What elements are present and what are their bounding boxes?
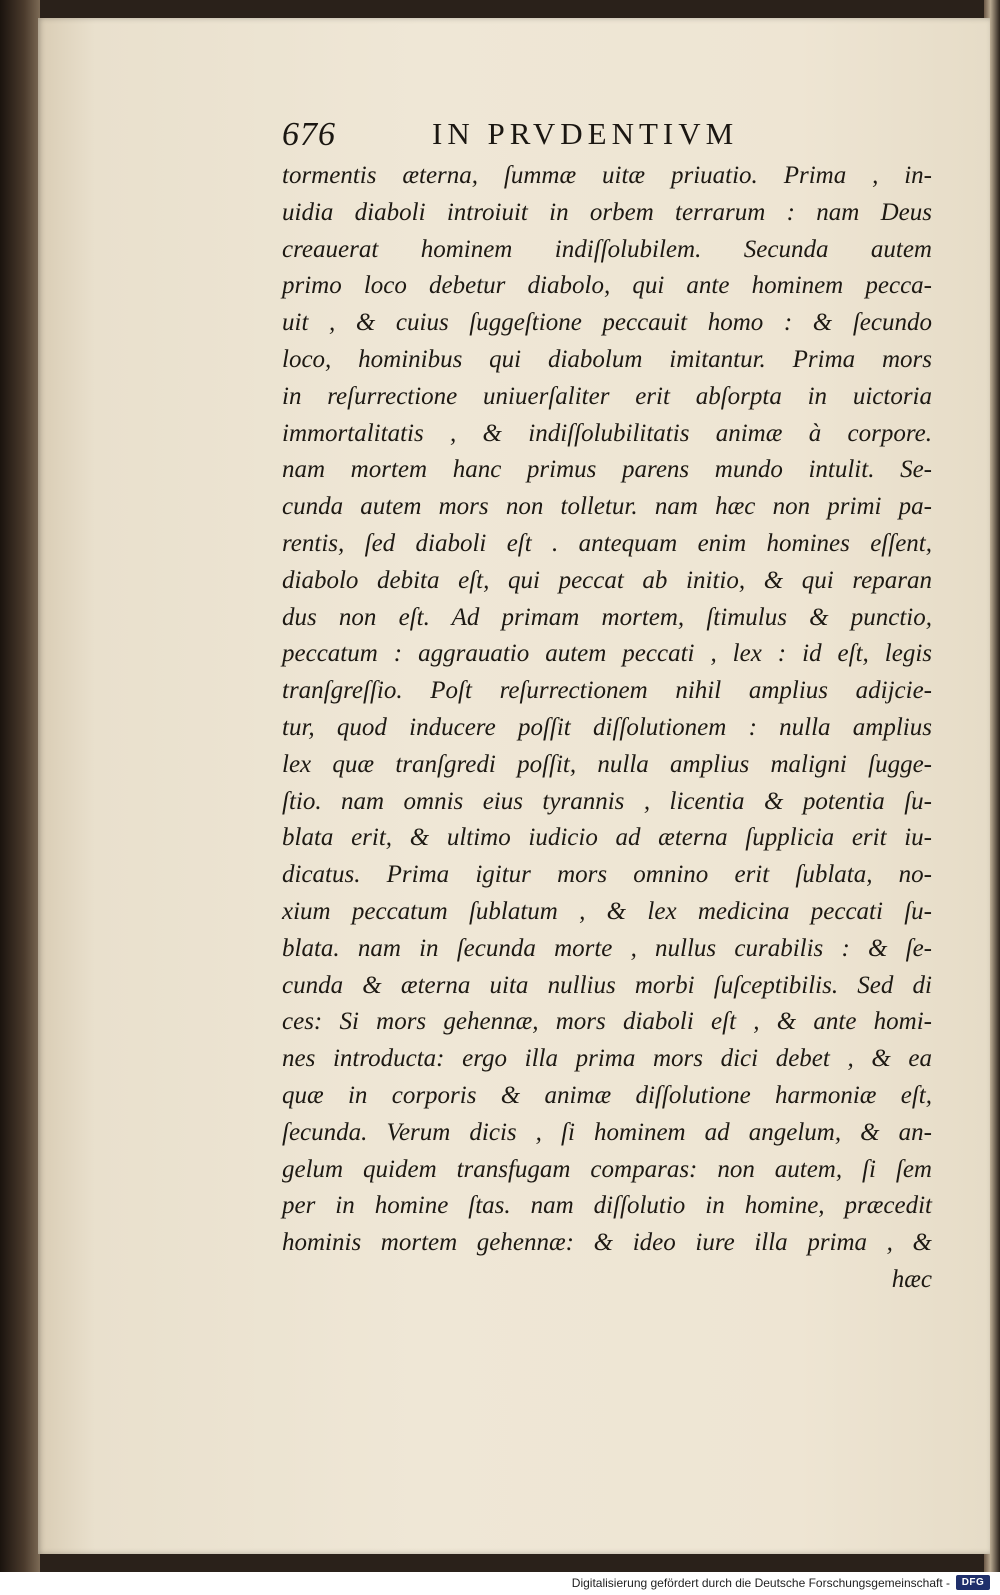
text-line: nam mortem hanc primus parens mundo intulit. Se- <box>282 456 932 484</box>
text-line: tranſgreſſio. Poſt reſurrectionem nihil amplius adijcie- <box>282 677 932 705</box>
text-line: blata erit, & ultimo iudicio ad æterna ſupplicia erit iu- <box>282 824 932 852</box>
dfg-logo: DFG <box>956 1575 990 1590</box>
running-title: IN PRVDENTIVM <box>432 116 739 151</box>
text-line: uidia diaboli introiuit in orbem terrarum : nam Deus <box>282 198 932 226</box>
text-line: nes introducta: ergo illa prima mors dici debet , & ea <box>282 1045 932 1073</box>
text-line: uit , & cuius ſuggeſtione peccauit homo : & ſecundo <box>282 309 932 337</box>
text-line: tur, quod inducere poſſit diſſolutionem : nulla amplius <box>282 713 932 741</box>
text-line: quæ in corporis & animæ diſſolutione harmoniæ eſt, <box>282 1081 932 1109</box>
text-line: creauerat hominem indiſſolubilem. Secunda autem <box>282 235 932 263</box>
text-line: tormentis æterna, ſummæ uitæ priuatio. Prima , in- <box>282 162 932 189</box>
text-line: primo loco debetur diabolo, qui ante hominem pecca- <box>282 272 932 300</box>
text-line: dus non eſt. Ad primam mortem, ſtimulus & punctio, <box>282 603 932 631</box>
text-line: cunda & æterna uita nullius morbi ſuſceptibilis. Sed di <box>282 971 932 999</box>
footer-bar <box>0 1572 1000 1595</box>
text-line: hæc <box>891 1265 932 1293</box>
text-line: per in homine ſtas. nam diſſolutio in homine, præcedit <box>282 1192 932 1220</box>
funding-credit: Digitalisierung gefördert durch die Deutsche Forschungsgemeinschaft - <box>571 1576 950 1590</box>
running-head <box>282 108 842 158</box>
text-line: diabolo debita eſt, qui peccat ab initio, & qui reparan <box>282 566 932 594</box>
text-line: hominis mortem gehennæ: & ideo iure illa prima , & <box>282 1229 932 1257</box>
book-spine <box>0 0 40 1572</box>
text-line: loco, hominibus qui diabolum imitantur. Prima mors <box>282 345 932 373</box>
text-line: blata. nam in ſecunda morte , nullus curabilis : & ſe- <box>282 934 932 962</box>
text-line: dicatus. Prima igitur mors omnino erit ſublata, no- <box>282 861 932 889</box>
text-line: ces: Si mors gehennæ, mors diaboli eſt , & ante homi- <box>282 1008 932 1036</box>
text-line: gelum quidem transfugam comparas: non autem, ſi ſem <box>282 1155 932 1183</box>
text-line: immortalitatis , & indiſſolubilitatis animæ à corpore. <box>282 419 932 447</box>
text-line: ſtio. nam omnis eius tyrannis , licentia & potentia ſu- <box>282 787 932 815</box>
text-line: lex quæ tranſgredi poſſit, nulla amplius maligni ſugge- <box>282 750 932 778</box>
page-number: 676 <box>282 116 336 153</box>
text-line: xium peccatum ſublatum , & lex medicina peccati ſu- <box>282 897 932 925</box>
text-line: ſecunda. Verum dicis , ſi hominem ad angelum, & an- <box>282 1118 932 1146</box>
body-text <box>282 158 932 1299</box>
text-line: in reſurrectione uniuerſaliter erit abſorpta in uictoria <box>282 382 932 410</box>
text-line: peccatum : aggrauatio autem peccati , lex : id eſt, legis <box>282 640 932 668</box>
text-line: rentis, ſed diaboli eſt . antequam enim homines eſſent, <box>282 529 932 557</box>
text-line: cunda autem mors non tolletur. nam hæc non primi pa- <box>282 493 932 521</box>
